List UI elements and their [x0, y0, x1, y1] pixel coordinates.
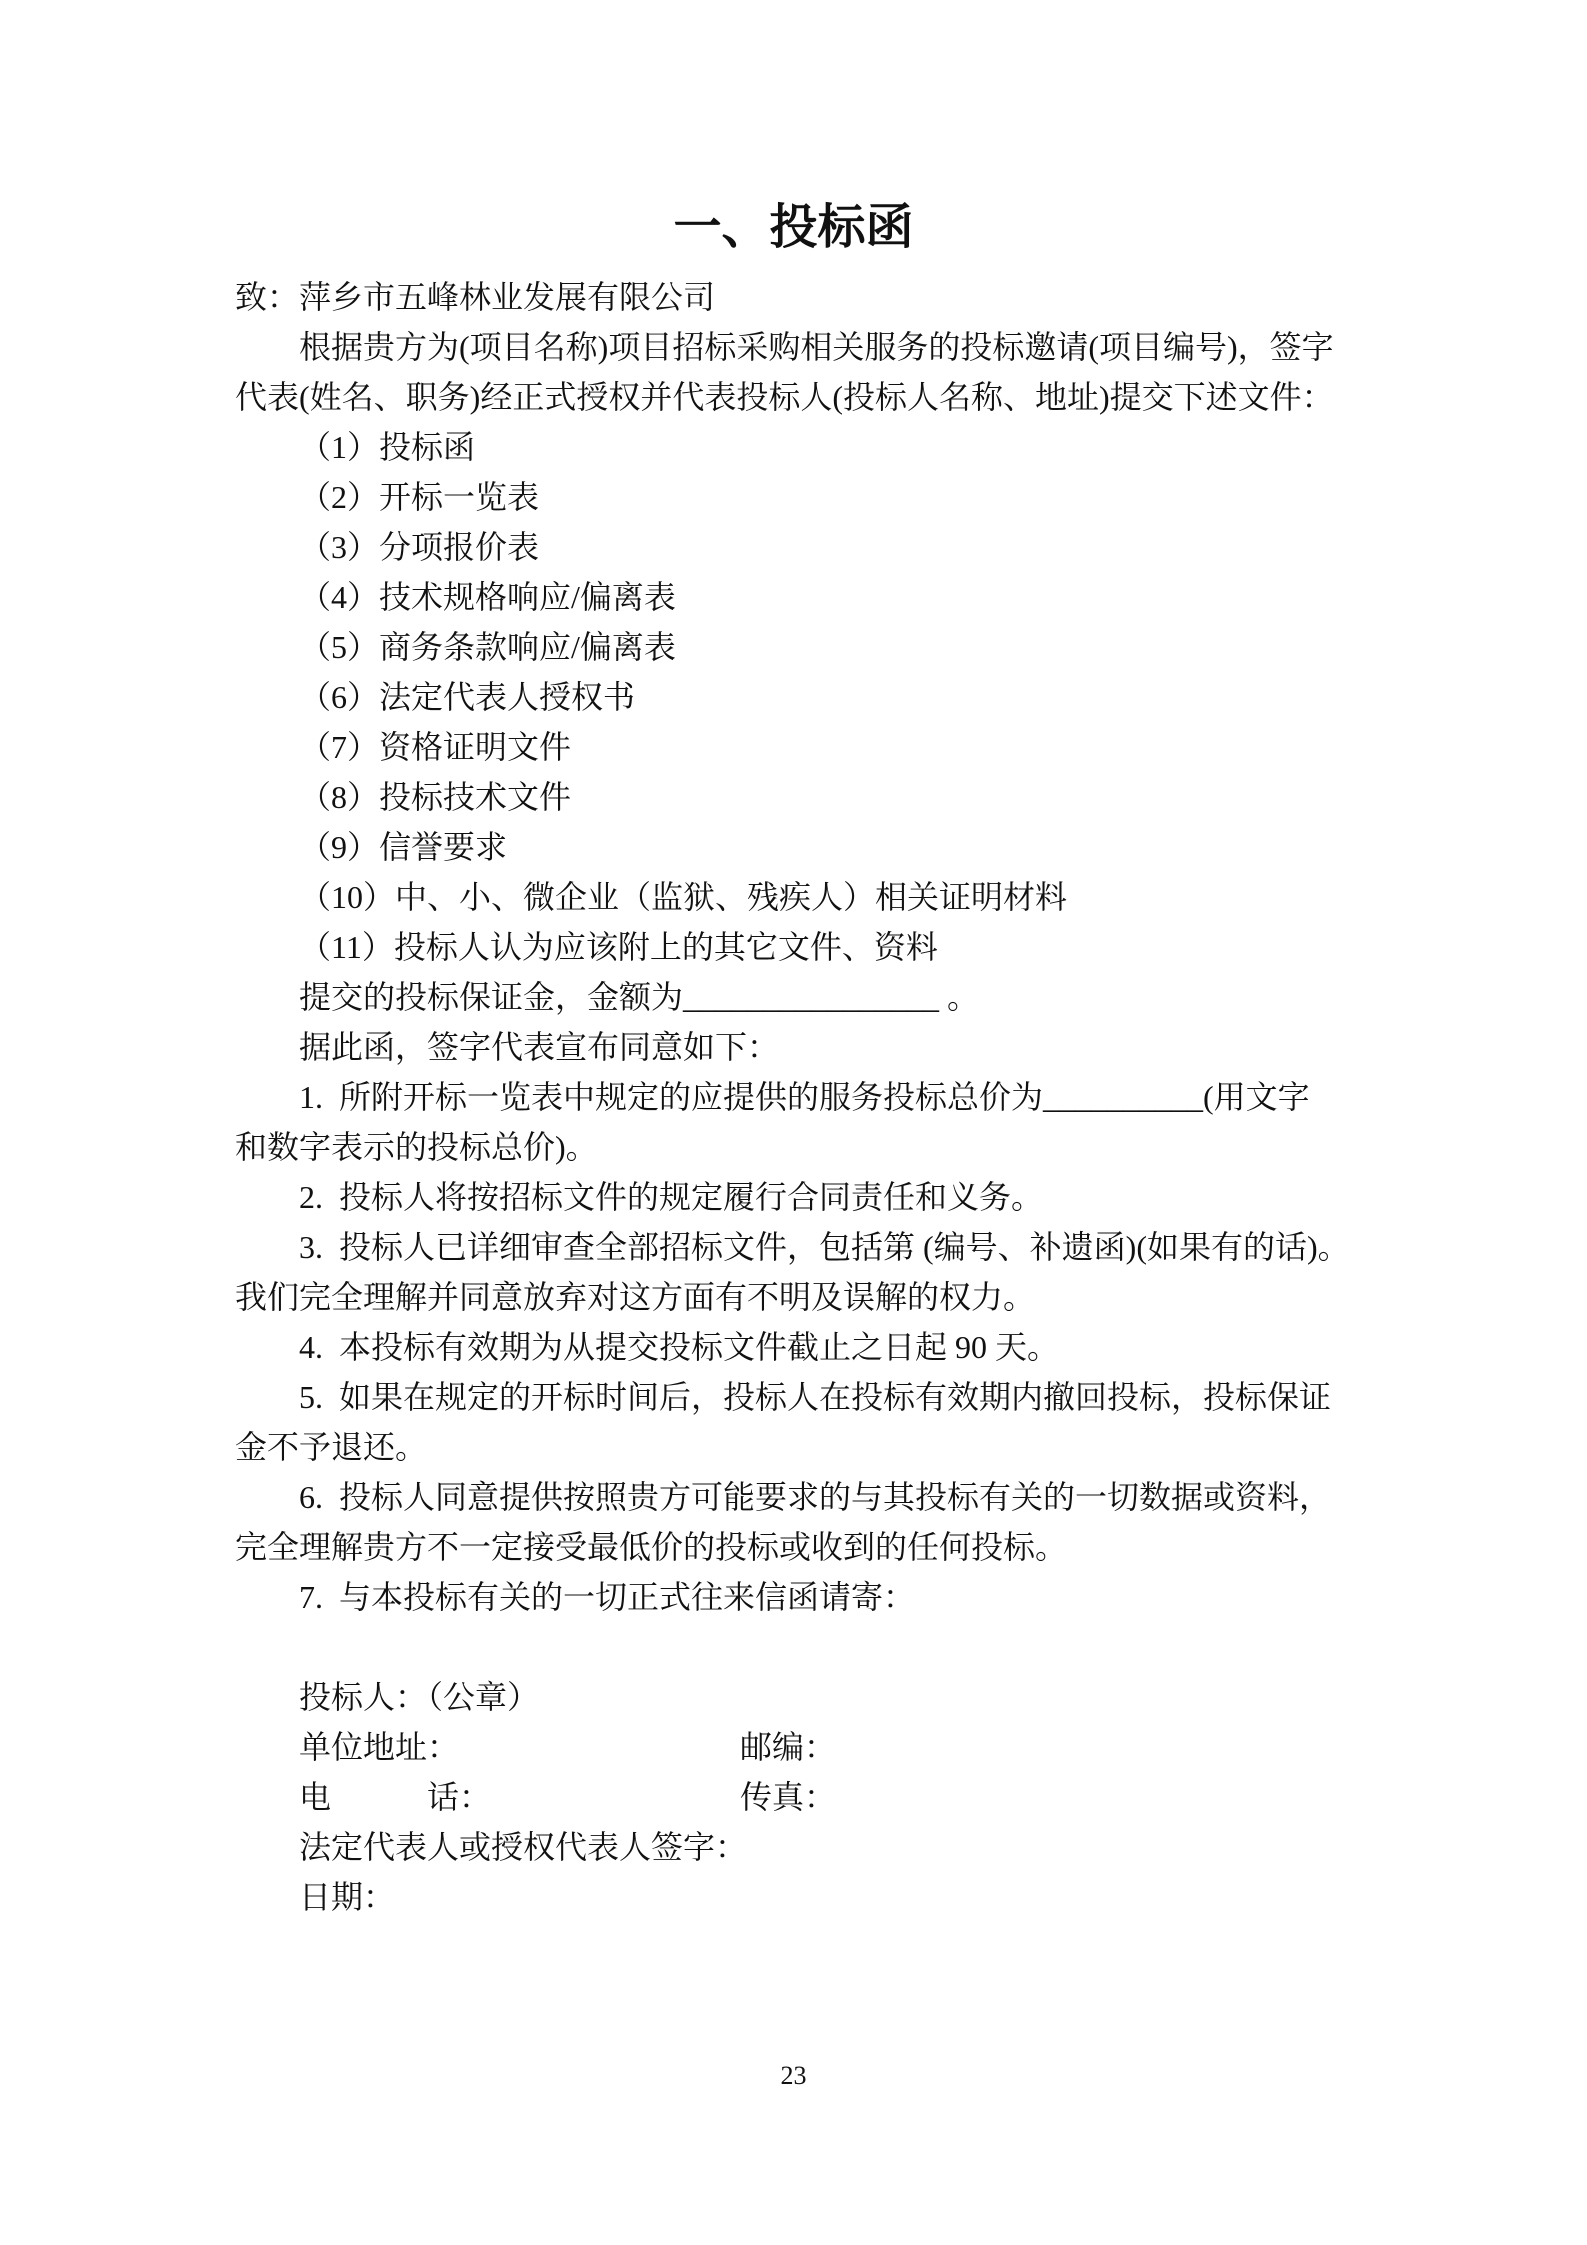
text-line: （5）商务条款响应/偏离表: [299, 629, 676, 665]
text-line: 投标人：（公章）: [299, 1679, 540, 1715]
contact-row: [235, 1772, 1365, 1822]
text-line: 根据贵方为(项目名称)项目招标采购相关服务的投标邀请(项目编号)，签字: [299, 329, 1334, 365]
contact-row: [235, 1722, 1365, 1772]
text-line: 完全理解贵方不一定接受最低价的投标或收到的任何投标。: [235, 1529, 1068, 1565]
text-line: 代表(姓名、职务)经正式授权并代表投标人(投标人名称、地址)提交下述文件：: [235, 379, 1334, 415]
text-line: （3）分项报价表: [299, 529, 540, 565]
text-line: （4）技术规格响应/偏离表: [299, 579, 676, 615]
text-line: 3. 投标人已详细审查全部招标文件，包括第 (编号、补遗函)(如果有的话)。: [299, 1229, 1350, 1265]
contact-right-label: 邮编：: [740, 1729, 837, 1765]
text-line: （7）资格证明文件: [299, 729, 572, 765]
text-line: 5. 如果在规定的开标时间后，投标人在投标有效期内撤回投标，投标保证: [299, 1379, 1332, 1415]
page-number: 23: [780, 2061, 807, 2090]
contact-left-label: 单位地址：: [299, 1729, 460, 1765]
text-line: 和数字表示的投标总价)。: [235, 1129, 598, 1165]
text-line: 7. 与本投标有关的一切正式往来信函请寄：: [299, 1579, 916, 1615]
text-line: （2）开标一览表: [299, 479, 540, 515]
contact-right-label: 传真：: [740, 1779, 837, 1815]
text-line: 致：萍乡市五峰林业发展有限公司: [235, 279, 716, 315]
text-line: 日期：: [299, 1879, 396, 1915]
text-line: 金不予退还。: [235, 1429, 428, 1465]
text-line: （9）信誉要求: [299, 829, 508, 865]
text-line: 我们完全理解并同意放弃对这方面有不明及误解的权力。: [235, 1279, 1036, 1315]
blank-line: [235, 1622, 1365, 1672]
contact-left-label: 电 话：: [299, 1779, 492, 1815]
text-line: （8）投标技术文件: [299, 779, 572, 815]
text-line: 1. 所附开标一览表中规定的应提供的服务投标总价为__________(用文字: [299, 1079, 1310, 1115]
text-line: 6. 投标人同意提供按照贵方可能要求的与其投标有关的一切数据或资料，: [299, 1479, 1332, 1515]
document-body: [235, 272, 1365, 1922]
page-title: 一、投标函: [673, 201, 914, 254]
text-line: 4. 本投标有效期为从提交投标文件截止之日起 90 天。: [299, 1329, 1060, 1365]
text-line: （6）法定代表人授权书: [299, 679, 636, 715]
text-line: （11）投标人认为应该附上的其它文件、资料: [299, 929, 938, 965]
text-line: 2. 投标人将按招标文件的规定履行合同责任和义务。: [299, 1179, 1044, 1215]
text-line: 提交的投标保证金，金额为________________ 。: [299, 979, 980, 1015]
text-line: （1）投标函: [299, 429, 476, 465]
text-line: 法定代表人或授权代表人签字：: [299, 1829, 748, 1865]
text-line: 据此函，签字代表宣布同意如下：: [299, 1029, 780, 1065]
text-line: （10）中、小、微企业（监狱、残疾人）相关证明材料: [299, 879, 1068, 915]
